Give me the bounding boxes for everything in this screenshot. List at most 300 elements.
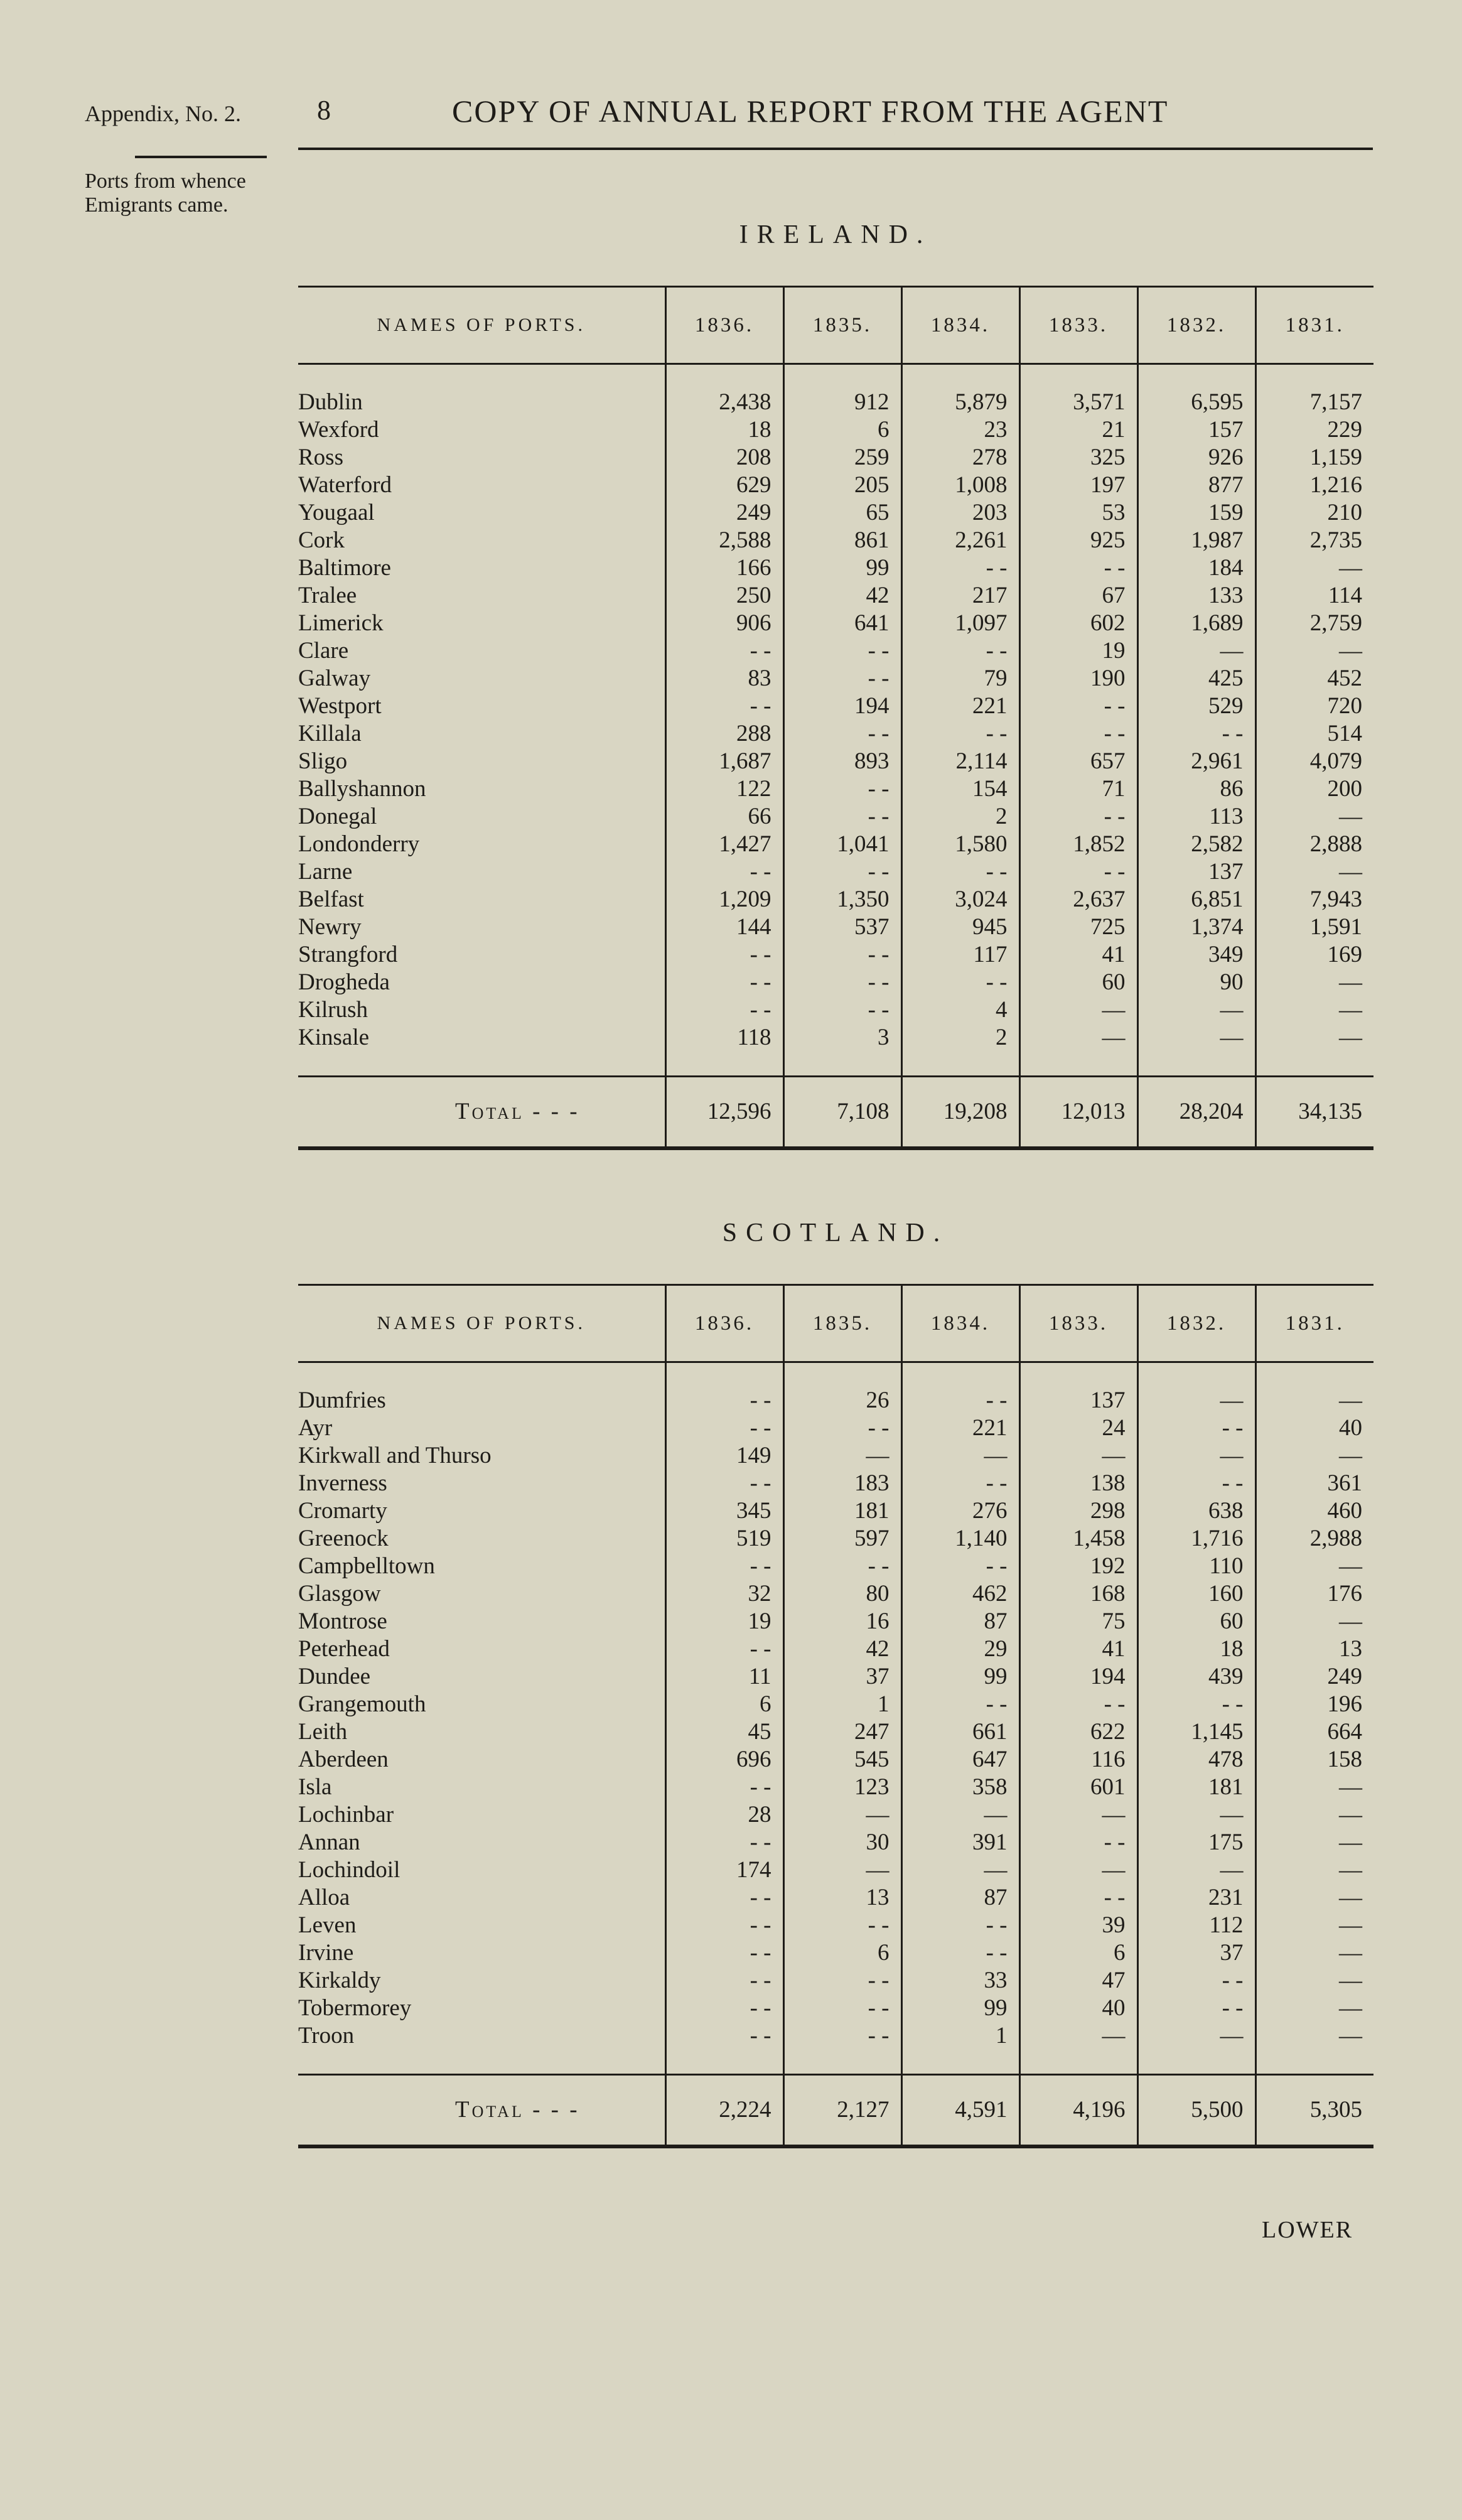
side-note-line: Emigrants came.	[85, 193, 228, 217]
emigrant-count: 519	[665, 1525, 783, 1553]
emigrant-count: —	[1255, 1939, 1373, 1967]
emigrant-count: 86	[1137, 775, 1255, 803]
emigrant-count: 622	[1019, 1718, 1137, 1746]
emigrant-count: 196	[1255, 1691, 1373, 1718]
emigrant-count: 194	[1019, 1663, 1137, 1691]
emigrant-count: 2,261	[901, 527, 1019, 554]
emigrant-count: 87	[901, 1608, 1019, 1635]
emigrant-count: 231	[1137, 1884, 1255, 1912]
emigrant-count: 221	[901, 692, 1019, 720]
ireland-title: IRELAND.	[739, 220, 932, 249]
emigrant-count: 545	[783, 1746, 901, 1774]
port-name: Greenock	[298, 1526, 389, 1551]
port-name: Dublin	[298, 389, 363, 415]
emigrant-count: - -	[783, 1995, 901, 2022]
port-name: Westport	[298, 693, 382, 719]
table-row	[298, 886, 1373, 913]
total-row	[298, 1077, 1373, 1149]
emigrant-count: 19	[665, 1608, 783, 1635]
port-name: Cromarty	[298, 1498, 387, 1524]
table-row	[298, 1746, 1373, 1774]
port-name: Tobermorey	[298, 1995, 412, 2021]
emigrant-count: —	[901, 1442, 1019, 1470]
emigrant-count: 60	[1137, 1608, 1255, 1635]
emigrant-count: - -	[901, 1691, 1019, 1718]
column-header-year: 1832.	[1137, 287, 1255, 364]
emigrant-count: 720	[1255, 692, 1373, 720]
table-row	[298, 1718, 1373, 1746]
emigrant-count: —	[783, 1856, 901, 1884]
emigrant-count: 18	[1137, 1635, 1255, 1663]
port-name: Larne	[298, 859, 353, 885]
port-name: Belfast	[298, 886, 364, 912]
emigrant-count: 210	[1255, 499, 1373, 527]
emigrant-count: 183	[783, 1470, 901, 1497]
emigrant-count: 137	[1019, 1362, 1137, 1415]
emigrant-count: 39	[1019, 1912, 1137, 1939]
emigrant-count: 184	[1137, 554, 1255, 582]
emigrant-count: 3,571	[1019, 364, 1137, 417]
table-row	[298, 1362, 1373, 1415]
emigrant-count: —	[783, 1801, 901, 1829]
emigrant-count: 391	[901, 1829, 1019, 1856]
emigrant-count: - -	[783, 637, 901, 665]
table-row	[298, 1801, 1373, 1829]
spacer-cell	[1255, 2050, 1373, 2075]
spacer-cell	[665, 2050, 783, 2075]
table-row	[298, 1884, 1373, 1912]
emigrant-count: —	[1255, 1856, 1373, 1884]
spacer-cell	[901, 1052, 1019, 1077]
emigrant-count: - -	[901, 1912, 1019, 1939]
spacer-cell	[298, 1052, 665, 1077]
emigrant-count: 3,024	[901, 886, 1019, 913]
ireland-table	[298, 286, 1373, 1150]
emigrant-count: 200	[1255, 775, 1373, 803]
spacer-cell	[665, 1052, 783, 1077]
emigrant-count: 1,216	[1255, 471, 1373, 499]
emigrant-count: - -	[1137, 1470, 1255, 1497]
emigrant-count: - -	[665, 1470, 783, 1497]
spacer-row	[298, 1052, 1373, 1077]
column-header-year: 1833.	[1019, 287, 1137, 364]
emigrant-count: 2,438	[665, 364, 783, 417]
emigrant-count: - -	[783, 941, 901, 969]
total-value: 12,596	[665, 1077, 783, 1149]
emigrant-count: 26	[783, 1362, 901, 1415]
emigrant-count: —	[1255, 637, 1373, 665]
total-row	[298, 2075, 1373, 2147]
emigrant-count: 80	[783, 1580, 901, 1608]
side-note-line: Ports from whence	[85, 170, 246, 193]
emigrant-count: —	[1137, 1362, 1255, 1415]
emigrant-count: - -	[1019, 858, 1137, 886]
emigrant-count: - -	[665, 1884, 783, 1912]
port-name: Killala	[298, 721, 362, 746]
emigrant-count: - -	[901, 1553, 1019, 1580]
emigrant-count: —	[1255, 858, 1373, 886]
emigrant-count: - -	[665, 1553, 783, 1580]
emigrant-count: 42	[783, 582, 901, 610]
emigrant-count: 47	[1019, 1967, 1137, 1995]
emigrant-count: 349	[1137, 941, 1255, 969]
port-name: Glasgow	[298, 1581, 381, 1607]
emigrant-count: —	[1255, 554, 1373, 582]
emigrant-count: 597	[783, 1525, 901, 1553]
emigrant-count: 190	[1019, 665, 1137, 692]
emigrant-count: 181	[783, 1497, 901, 1525]
table-row	[298, 913, 1373, 941]
emigrant-count: 1,987	[1137, 527, 1255, 554]
table-row	[298, 1939, 1373, 1967]
emigrant-count: 661	[901, 1718, 1019, 1746]
emigrant-count: - -	[783, 858, 901, 886]
emigrant-count: —	[1255, 1774, 1373, 1801]
emigrant-count: 42	[783, 1635, 901, 1663]
table-row	[298, 692, 1373, 720]
table-row	[298, 1525, 1373, 1553]
port-name: Lochinbar	[298, 1802, 394, 1828]
emigrant-count: —	[1255, 969, 1373, 996]
port-name: Aberdeen	[298, 1747, 389, 1772]
emigrant-count: 53	[1019, 499, 1137, 527]
emigrant-count: —	[1019, 1801, 1137, 1829]
scotland-title: SCOTLAND.	[722, 1219, 949, 1247]
emigrant-count: 116	[1019, 1746, 1137, 1774]
port-name: Yougaal	[298, 500, 375, 525]
column-header-year: 1831.	[1255, 1285, 1373, 1362]
emigrant-count: 6	[665, 1691, 783, 1718]
port-name: Strangford	[298, 942, 398, 967]
table-row	[298, 499, 1373, 527]
emigrant-count: 361	[1255, 1470, 1373, 1497]
emigrant-count: - -	[1137, 1967, 1255, 1995]
table-row	[298, 831, 1373, 858]
column-header-year: 1836.	[665, 1285, 783, 1362]
emigrant-count: 118	[665, 1024, 783, 1052]
emigrant-count: - -	[665, 1774, 783, 1801]
emigrant-count: 166	[665, 554, 783, 582]
emigrant-count: - -	[665, 1995, 783, 2022]
spacer-cell	[901, 2050, 1019, 2075]
emigrant-count: 664	[1255, 1718, 1373, 1746]
port-name: Ayr	[298, 1415, 333, 1441]
emigrant-count: 288	[665, 720, 783, 748]
table-row	[298, 1856, 1373, 1884]
emigrant-count: 893	[783, 748, 901, 775]
port-name: Kinsale	[298, 1025, 370, 1050]
table-row	[298, 610, 1373, 637]
emigrant-count: 877	[1137, 471, 1255, 499]
emigrant-count: 6,851	[1137, 886, 1255, 913]
emigrant-count: 4	[901, 996, 1019, 1024]
emigrant-count: —	[901, 1801, 1019, 1829]
emigrant-count: - -	[665, 1912, 783, 1939]
emigrant-count: 478	[1137, 1746, 1255, 1774]
table-row	[298, 471, 1373, 499]
emigrant-count: 2,582	[1137, 831, 1255, 858]
emigrant-count: 168	[1019, 1580, 1137, 1608]
emigrant-count: 945	[901, 913, 1019, 941]
emigrant-count: 71	[1019, 775, 1137, 803]
emigrant-count: —	[1255, 1362, 1373, 1415]
emigrant-count: 629	[665, 471, 783, 499]
table-row	[298, 554, 1373, 582]
emigrant-count: - -	[1019, 692, 1137, 720]
emigrant-count: 16	[783, 1608, 901, 1635]
emigrant-count: 7,943	[1255, 886, 1373, 913]
emigrant-count: - -	[783, 720, 901, 748]
spacer-cell	[1019, 2050, 1137, 2075]
emigrant-count: 99	[901, 1995, 1019, 2022]
emigrant-count: 1,591	[1255, 913, 1373, 941]
emigrant-count: 160	[1137, 1580, 1255, 1608]
emigrant-count: 67	[1019, 582, 1137, 610]
table-row	[298, 858, 1373, 886]
emigrant-count: 90	[1137, 969, 1255, 996]
emigrant-count: 175	[1137, 1829, 1255, 1856]
emigrant-count: - -	[665, 1939, 783, 1967]
emigrant-count: 1,097	[901, 610, 1019, 637]
port-name: Newry	[298, 914, 362, 940]
emigrant-count: 1,008	[901, 471, 1019, 499]
port-name: Dundee	[298, 1664, 371, 1689]
emigrant-count: 2	[901, 1024, 1019, 1052]
emigrant-count: 158	[1255, 1746, 1373, 1774]
emigrant-count: 194	[783, 692, 901, 720]
emigrant-count: 912	[783, 364, 901, 417]
emigrant-count: 30	[783, 1829, 901, 1856]
emigrant-count: 537	[783, 913, 901, 941]
emigrant-count: —	[1255, 1024, 1373, 1052]
emigrant-count: 6	[783, 416, 901, 444]
spacer-cell	[1137, 1052, 1255, 1077]
emigrant-count: 99	[901, 1663, 1019, 1691]
table-row	[298, 364, 1373, 417]
emigrant-count: 1,041	[783, 831, 901, 858]
port-name: Galway	[298, 665, 371, 691]
header-row	[298, 287, 1373, 364]
emigrant-count: 647	[901, 1746, 1019, 1774]
emigrant-count: - -	[665, 637, 783, 665]
emigrant-count: - -	[783, 969, 901, 996]
emigrant-count: 529	[1137, 692, 1255, 720]
port-name: Drogheda	[298, 969, 390, 995]
emigrant-count: 1,374	[1137, 913, 1255, 941]
emigrant-count: —	[1137, 1442, 1255, 1470]
emigrant-count: - -	[783, 996, 901, 1024]
emigrant-count: 203	[901, 499, 1019, 527]
table-row	[298, 1635, 1373, 1663]
emigrant-count: 229	[1255, 416, 1373, 444]
emigrant-count: 861	[783, 527, 901, 554]
emigrant-count: 21	[1019, 416, 1137, 444]
table-row	[298, 1580, 1373, 1608]
emigrant-count: 66	[665, 803, 783, 831]
emigrant-count: 174	[665, 1856, 783, 1884]
emigrant-count: 3	[783, 1024, 901, 1052]
emigrant-count: 6	[783, 1939, 901, 1967]
table-row	[298, 1663, 1373, 1691]
port-name: Cork	[298, 527, 345, 553]
port-name: Campbelltown	[298, 1553, 435, 1579]
port-name: Londonderry	[298, 831, 420, 857]
emigrant-count: 41	[1019, 941, 1137, 969]
column-header-ports: NAMES OF PORTS.	[298, 287, 665, 364]
emigrant-count: 278	[901, 444, 1019, 471]
emigrant-count: - -	[665, 1635, 783, 1663]
emigrant-count: - -	[665, 969, 783, 996]
emigrant-count: 247	[783, 1718, 901, 1746]
emigrant-count: - -	[665, 692, 783, 720]
emigrant-count: - -	[665, 941, 783, 969]
emigrant-count: 24	[1019, 1414, 1137, 1442]
emigrant-count: 197	[1019, 471, 1137, 499]
port-name: Inverness	[298, 1470, 387, 1496]
port-name: Wexford	[298, 417, 379, 443]
emigrant-count: 41	[1019, 1635, 1137, 1663]
emigrant-count: —	[1255, 1884, 1373, 1912]
emigrant-count: - -	[901, 720, 1019, 748]
emigrant-count: 1,350	[783, 886, 901, 913]
port-name: Montrose	[298, 1608, 387, 1634]
emigrant-count: - -	[665, 996, 783, 1024]
emigrant-count: —	[1137, 1024, 1255, 1052]
total-value: 12,013	[1019, 1077, 1137, 1149]
column-header-year: 1833.	[1019, 1285, 1137, 1362]
emigrant-count: - -	[1019, 720, 1137, 748]
side-note	[85, 170, 246, 217]
emigrant-count: —	[1255, 1912, 1373, 1939]
spacer-cell	[298, 2050, 665, 2075]
emigrant-count: —	[1137, 1856, 1255, 1884]
emigrant-count: 1,159	[1255, 444, 1373, 471]
emigrant-count: - -	[1137, 720, 1255, 748]
emigrant-count: - -	[783, 803, 901, 831]
spacer-cell	[1019, 1052, 1137, 1077]
emigrant-count: 358	[901, 1774, 1019, 1801]
emigrant-count: 601	[1019, 1774, 1137, 1801]
emigrant-count: - -	[1019, 1884, 1137, 1912]
table-row	[298, 720, 1373, 748]
emigrant-count: 1,716	[1137, 1525, 1255, 1553]
table-row	[298, 1608, 1373, 1635]
emigrant-count: —	[1137, 996, 1255, 1024]
emigrant-count: —	[1255, 1608, 1373, 1635]
total-value: 19,208	[901, 1077, 1019, 1149]
emigrant-count: - -	[665, 1414, 783, 1442]
emigrant-count: - -	[901, 858, 1019, 886]
column-header-ports: NAMES OF PORTS.	[298, 1285, 665, 1362]
emigrant-count: 149	[665, 1442, 783, 1470]
port-name: Baltimore	[298, 555, 391, 581]
port-name: Leven	[298, 1912, 357, 1938]
emigrant-count: 217	[901, 582, 1019, 610]
emigrant-count: 65	[783, 499, 901, 527]
table-row	[298, 637, 1373, 665]
emigrant-count: 221	[901, 1414, 1019, 1442]
emigrant-count: 6	[1019, 1939, 1137, 1967]
emigrant-count: 192	[1019, 1553, 1137, 1580]
emigrant-count: —	[1137, 1801, 1255, 1829]
port-name: Grangemouth	[298, 1691, 426, 1717]
emigrant-count: 1,209	[665, 886, 783, 913]
emigrant-count: 2,961	[1137, 748, 1255, 775]
table-row	[298, 1967, 1373, 1995]
emigrant-count: 7,157	[1255, 364, 1373, 417]
emigrant-count: 1,145	[1137, 1718, 1255, 1746]
table-row	[298, 996, 1373, 1024]
port-name: Donegal	[298, 804, 377, 829]
total-value: 28,204	[1137, 1077, 1255, 1149]
spacer-cell	[783, 1052, 901, 1077]
table-row	[298, 1497, 1373, 1525]
emigrant-count: —	[1255, 996, 1373, 1024]
emigrant-count: 205	[783, 471, 901, 499]
emigrant-count: 113	[1137, 803, 1255, 831]
total-value: 4,591	[901, 2075, 1019, 2147]
emigrant-count: 23	[901, 416, 1019, 444]
emigrant-count: 11	[665, 1663, 783, 1691]
emigrant-count: 1,687	[665, 748, 783, 775]
emigrant-count: - -	[901, 1939, 1019, 1967]
emigrant-count: —	[783, 1442, 901, 1470]
emigrant-count: 638	[1137, 1497, 1255, 1525]
emigrant-count: 208	[665, 444, 783, 471]
emigrant-count: 249	[1255, 1663, 1373, 1691]
emigrant-count: 1	[783, 1691, 901, 1718]
emigrant-count: 1,458	[1019, 1525, 1137, 1553]
port-name: Sligo	[298, 748, 348, 774]
emigrant-count: 37	[1137, 1939, 1255, 1967]
emigrant-count: 159	[1137, 499, 1255, 527]
emigrant-count: 249	[665, 499, 783, 527]
emigrant-count: 83	[665, 665, 783, 692]
spacer-cell	[1255, 1052, 1373, 1077]
emigrant-count: 2,759	[1255, 610, 1373, 637]
emigrant-count: - -	[1019, 1829, 1137, 1856]
emigrant-count: 123	[783, 1774, 901, 1801]
table-row	[298, 1995, 1373, 2022]
total-label: Total - - -	[298, 1077, 665, 1149]
emigrant-count: - -	[901, 554, 1019, 582]
port-name: Clare	[298, 638, 349, 664]
emigrant-count: —	[1255, 1553, 1373, 1580]
emigrant-count: —	[1255, 1442, 1373, 1470]
port-name: Annan	[298, 1829, 360, 1855]
emigrant-count: 40	[1019, 1995, 1137, 2022]
total-value: 34,135	[1255, 1077, 1373, 1149]
emigrant-count: 1,852	[1019, 831, 1137, 858]
port-name: Waterford	[298, 472, 392, 498]
emigrant-count: —	[1137, 2022, 1255, 2050]
spacer-cell	[1137, 2050, 1255, 2075]
port-name: Lochindoil	[298, 1857, 400, 1883]
emigrant-count: - -	[783, 775, 901, 803]
emigrant-count: 345	[665, 1497, 783, 1525]
table-row	[298, 1442, 1373, 1470]
emigrant-count: - -	[783, 1414, 901, 1442]
emigrant-count: —	[1019, 1442, 1137, 1470]
emigrant-count: 298	[1019, 1497, 1137, 1525]
port-name: Ross	[298, 444, 343, 470]
emigrant-count: 176	[1255, 1580, 1373, 1608]
port-name: Troon	[298, 2023, 355, 2049]
table-row	[298, 1024, 1373, 1052]
emigrant-count: 696	[665, 1746, 783, 1774]
emigrant-count: 276	[901, 1497, 1019, 1525]
emigrant-count: - -	[1137, 1414, 1255, 1442]
